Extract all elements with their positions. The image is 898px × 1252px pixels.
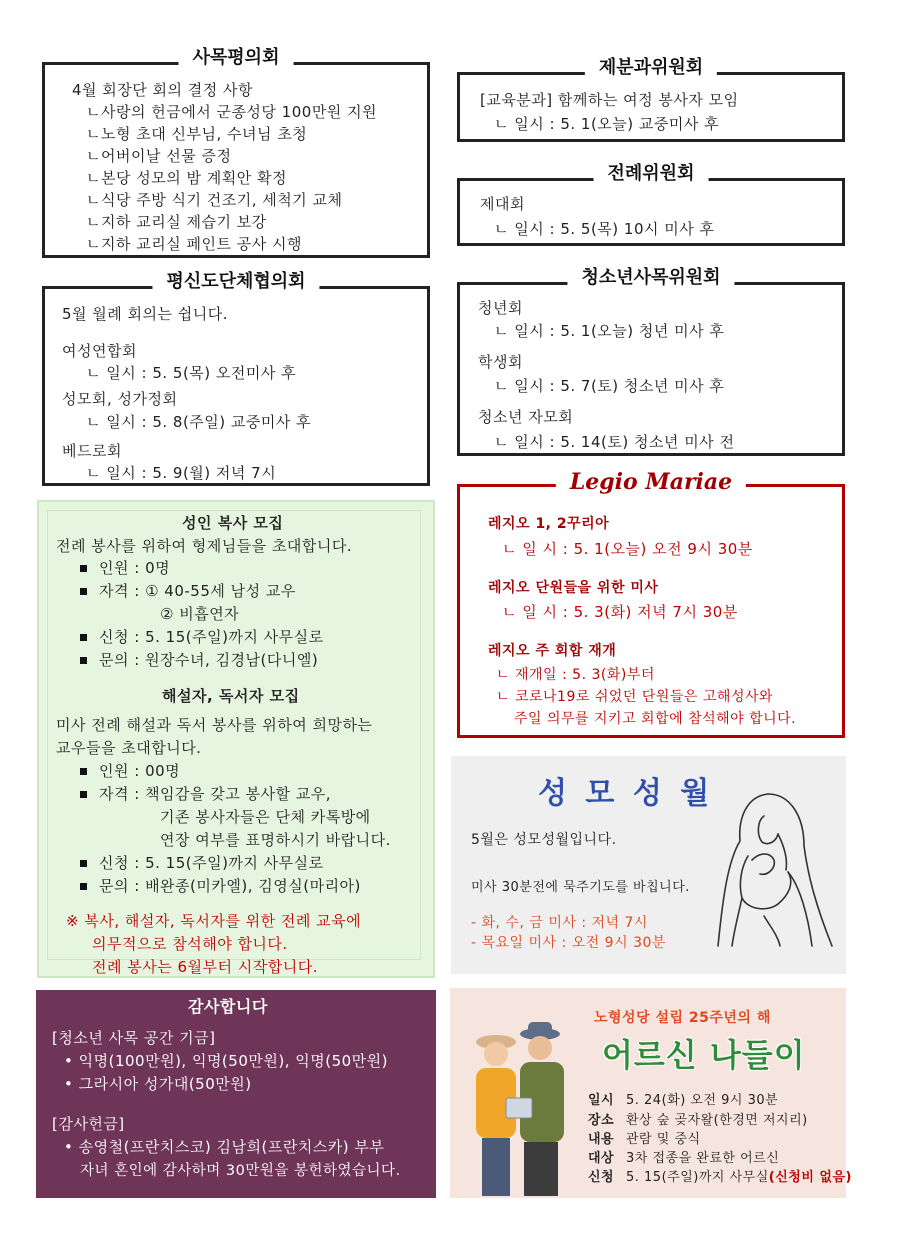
lector-item-1 (80, 783, 331, 804)
thanks-sec2-item-2: 자녀 혼인에 감사하며 30만원을 봉헌하였습니다. (80, 1163, 401, 1179)
acolyte-item-0 (80, 557, 170, 578)
legio-item-1-line-0: ㄴ 일 시 : 5. 3(화) 저녁 7시 30분 (502, 603, 738, 621)
outing-fee-note: (신청비 없음) (768, 1170, 852, 1185)
laity-group-1-name: 성모회, 성가정회 (62, 390, 178, 408)
jebun-committee-title: 제분과위원회 (585, 53, 717, 79)
legio-item-2-head: 레지오 주 회합 재개 (488, 643, 617, 659)
outing-row-1-val: 환상 숲 곶자왈(한경면 저지리) (626, 1113, 808, 1128)
recruit-note-3: 전례 봉사는 6월부터 시작합니다. (92, 958, 318, 976)
laity-council-title: 평신도단체협의회 (152, 267, 319, 293)
outing-row-2-key: 내용 (588, 1132, 615, 1147)
bullet-icon (80, 634, 87, 641)
lector-item-5 (80, 875, 361, 896)
lector-item-0 (80, 760, 180, 781)
laity-group-0-time: ㄴ 일시 : 5. 5(목) 오전미사 후 (86, 364, 297, 382)
outing-row-4-val: 5. 15(주일)까지 사무실 (626, 1170, 769, 1185)
bullet-icon (80, 768, 87, 775)
mary-month-line-4: - 목요일 미사 : 오전 9시 30분 (471, 935, 666, 951)
youth-group-1-time: ㄴ 일시 : 5. 7(토) 청소년 미사 후 (494, 377, 725, 395)
bullet-icon (80, 565, 87, 572)
liturgy-committee-title: 전례위원회 (594, 159, 709, 185)
outing-row-0-val: 5. 24(화) 오전 9시 30분 (626, 1093, 779, 1108)
youth-group-2-time: ㄴ 일시 : 5. 14(토) 청소년 미사 전 (494, 433, 735, 451)
outing-subtitle: 노형성당 설립 25주년의 해 (594, 1010, 771, 1026)
outing-row-0-key: 일시 (588, 1093, 615, 1108)
bullet-icon (80, 860, 87, 867)
lector-item-0-text: 인원 : 00명 (99, 762, 181, 780)
bullet-icon (80, 791, 87, 798)
acolyte-item-4-text: 문의 : 원장수녀, 김경남(다니엘) (99, 651, 319, 669)
acolyte-item-3 (80, 626, 324, 647)
mary-month-line-3: - 화, 수, 금 미사 : 저녁 7시 (471, 915, 648, 931)
recruit-note-1: ※ 복사, 해설자, 독서자를 위한 전례 교육에 (66, 912, 362, 930)
pastoral-line-5: ㄴ식당 주방 식기 건조기, 세척기 교체 (86, 191, 343, 209)
recruit-note-2: 의무적으로 참석해야 합니다. (92, 935, 288, 953)
legio-title: Legio Mariae (556, 469, 746, 495)
pastoral-council-title: 사목평의회 (179, 43, 294, 69)
pastoral-line-2: ㄴ노형 초대 신부님, 수녀님 초청 (86, 125, 308, 143)
thanks-title: 감사합니다 (188, 997, 268, 1016)
outing-row-3-key: 대상 (588, 1151, 615, 1166)
pastoral-line-3: ㄴ어버이날 선물 증정 (86, 147, 232, 165)
acolyte-item-2: ② 비흡연자 (160, 605, 240, 623)
elderly-couple-illustration (458, 1012, 580, 1196)
legio-item-2-line-0: ㄴ 재개일 : 5. 3(화)부터 (496, 667, 655, 683)
youth-group-0-time: ㄴ 일시 : 5. 1(오늘) 청년 미사 후 (494, 322, 725, 340)
acolyte-item-0-text: 인원 : 0명 (99, 559, 171, 577)
youth-committee-title: 청소년사목위원회 (567, 263, 734, 289)
legio-item-2-line-1: ㄴ 코로나19로 쉬었던 단원들은 고해성사와 (496, 689, 774, 705)
thanks-sec1-item-0-text: 익명(100만원), 익명(50만원), 익명(50만원) (78, 1052, 388, 1070)
outing-row-4-key: 신청 (588, 1170, 615, 1185)
lector-intro-1: 미사 전례 해설과 독서 봉사를 위하여 희망하는 (56, 716, 373, 734)
lector-title: 해설자, 독서자 모집 (162, 687, 300, 705)
thanks-sec2: [감사헌금] (52, 1115, 125, 1133)
thanks-sec1-item-0: • 익명(100만원), 익명(50만원), 익명(50만원) (64, 1052, 388, 1070)
pastoral-line-7: ㄴ지하 교리실 페인트 공사 시행 (86, 235, 302, 253)
mary-month-title: 성 모 성 월 (538, 776, 714, 811)
outing-row-3-val: 3차 접종을 완료한 어르신 (626, 1151, 780, 1166)
pastoral-line-6: ㄴ지하 교리실 제습기 보강 (86, 213, 267, 231)
mary-month-line-1: 5월은 성모성월입니다. (471, 832, 617, 848)
outing-title: 어르신 나들이 (602, 1036, 806, 1074)
lector-item-3: 연장 여부를 표명하시기 바랍니다. (160, 831, 391, 849)
pastoral-line-1: ㄴ사랑의 헌금에서 군종성당 100만원 지원 (86, 103, 378, 121)
youth-group-2-name: 청소년 자모회 (478, 408, 574, 426)
acolyte-item-3-text: 신청 : 5. 15(주일)까지 사무실로 (99, 628, 324, 646)
thanks-sec1: [청소년 사목 공간 기금] (52, 1029, 216, 1047)
youth-group-1-name: 학생회 (478, 353, 523, 371)
mary-month-line-2: 미사 30분전에 묵주기도를 바칩니다. (471, 880, 690, 895)
liturgy-line-1: 제대회 (480, 195, 525, 213)
lector-item-1-text: 자격 : 책임감을 갖고 봉사할 교우, (99, 785, 332, 803)
acolyte-item-4 (80, 649, 318, 670)
thanks-sec1-item-1: • 그라시아 성가대(50만원) (64, 1075, 252, 1093)
legio-item-0-line-0: ㄴ 일 시 : 5. 1(오늘) 오전 9시 30분 (502, 540, 753, 558)
legio-item-0-head: 레지오 1, 2꾸리아 (488, 516, 610, 532)
pastoral-line-0: 4월 회장단 회의 결정 사항 (72, 81, 254, 99)
lector-intro-2: 교우들을 초대합니다. (56, 739, 202, 757)
laity-group-2-time: ㄴ 일시 : 5. 9(월) 저녁 7시 (86, 464, 277, 482)
acolyte-intro: 전례 봉사를 위하여 형제님들을 초대합니다. (56, 537, 353, 555)
outing-row-1-key: 장소 (588, 1113, 615, 1128)
lector-item-4 (80, 852, 324, 873)
bullet-icon (80, 657, 87, 664)
legio-item-2-line-2: 주일 의무를 지키고 회합에 참석해야 합니다. (514, 711, 797, 727)
liturgy-line-2: ㄴ 일시 : 5. 5(목) 10시 미사 후 (494, 220, 715, 238)
thanks-sec2-item-1: • 송영철(프란치스코) 김남희(프란치스카) 부부 (64, 1138, 385, 1156)
madonna-child-drawing (708, 786, 838, 956)
pastoral-line-4: ㄴ본당 성모의 밤 계획안 확정 (86, 169, 287, 187)
acolyte-title: 성인 복사 모집 (182, 514, 284, 532)
legio-item-1-head: 레지오 단원들을 위한 미사 (488, 580, 659, 596)
acolyte-item-1-text: 자격 : ① 40-55세 남성 교우 (99, 582, 296, 600)
thanks-sec2-item-1-text: 송영철(프란치스코) 김남희(프란치스카) 부부 (78, 1138, 385, 1156)
laity-group-0-name: 여성연합회 (62, 342, 137, 360)
lector-item-2: 기존 봉사자들은 단체 카톡방에 (160, 808, 371, 826)
laity-group-2-name: 베드로회 (62, 442, 122, 460)
lector-item-5-text: 문의 : 배완종(미카엘), 김영실(마리아) (99, 877, 361, 895)
jebun-line-2: ㄴ 일시 : 5. 1(오늘) 교중미사 후 (494, 115, 720, 133)
acolyte-item-1 (80, 580, 296, 601)
outing-row-2-val: 관람 및 중식 (626, 1132, 701, 1147)
jebun-line-1: [교육분과] 함께하는 여정 봉사자 모임 (480, 91, 739, 109)
lector-item-4-text: 신청 : 5. 15(주일)까지 사무실로 (99, 854, 324, 872)
thanks-sec1-item-1-text: 그라시아 성가대(50만원) (78, 1075, 252, 1093)
laity-group-1-time: ㄴ 일시 : 5. 8(주일) 교중미사 후 (86, 413, 312, 431)
outing-row-4 (626, 1166, 852, 1185)
bullet-icon (80, 588, 87, 595)
youth-group-0-name: 청년회 (478, 299, 523, 317)
bullet-icon (80, 883, 87, 890)
laity-intro: 5월 월례 회의는 쉽니다. (62, 305, 229, 323)
